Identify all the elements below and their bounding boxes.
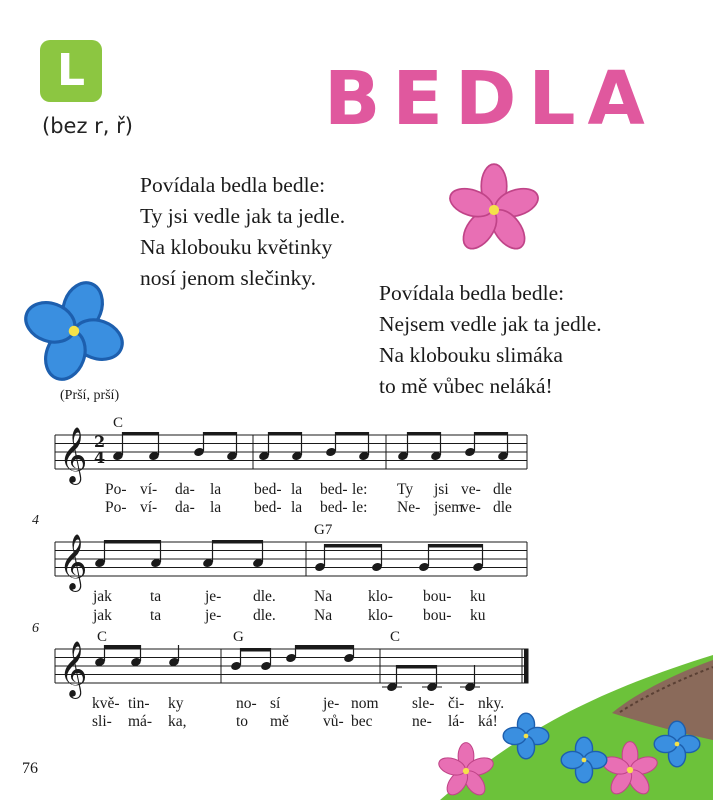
beam [269, 432, 302, 436]
lyric-syllable: bed- [254, 481, 282, 498]
blue-flower-icon [9, 266, 138, 395]
chord-symbol: G [233, 629, 244, 645]
lyric-syllable: la [210, 481, 222, 498]
verse-line: nosí jenom slečinky. [140, 266, 316, 290]
chord-symbol: C [113, 415, 124, 431]
lyric-syllable: no- [236, 695, 257, 712]
lyric-syllable: le: [352, 499, 368, 516]
lyric-syllable: ká! [478, 713, 498, 730]
beam [105, 645, 141, 649]
lyric-syllable: klo- [368, 588, 393, 605]
lyric-syllable: Na [314, 588, 333, 605]
notation [59, 427, 509, 699]
measure-number: 4 [32, 513, 39, 528]
verse-line: Nejsem vedle jak ta jedle. [379, 312, 602, 336]
lyric-syllable: vů- [323, 713, 344, 730]
lyric-syllable: dle [493, 481, 512, 498]
treble-clef: 𝄞 [59, 534, 88, 590]
lyric-syllable: lá- [448, 713, 465, 730]
lyric-syllable: jsi [434, 481, 449, 498]
lyric-syllable: la [291, 499, 303, 516]
lyric-syllable: bou- [423, 588, 452, 605]
beam [213, 540, 263, 544]
lyric-syllable: jsem [434, 499, 464, 516]
subtitle: (bez r, ř) [42, 114, 133, 138]
chord-symbol: C [97, 629, 108, 645]
time-signature-bottom: 4 [94, 448, 106, 467]
lyrics [92, 481, 512, 730]
lyric-syllable: ka, [168, 713, 187, 730]
time-signature-top: 2 [94, 432, 106, 451]
letter-badge-text: L [56, 45, 86, 96]
final-barline [525, 649, 529, 683]
page-number: 76 [22, 760, 38, 777]
lyric-syllable: ve- [461, 499, 481, 516]
verse-line: to mě vůbec neláká! [379, 374, 553, 398]
lyric-syllable: Po- [105, 481, 127, 498]
beam [429, 544, 483, 548]
lyric-syllable: mě [270, 713, 289, 730]
treble-clef: 𝄞 [59, 641, 88, 697]
treble-clef: 𝄞 [59, 427, 88, 483]
lyric-syllable: dle. [253, 588, 276, 605]
lyric-syllable: dle [493, 499, 512, 516]
song-title: BEDLA [324, 56, 657, 142]
lyric-syllable: ve- [461, 481, 481, 498]
lyric-syllable: Ty [397, 481, 414, 498]
lyric-syllable: da- [175, 481, 195, 498]
lyric-syllable: sli- [92, 713, 112, 730]
verse-line: Povídala bedla bedle: [379, 281, 565, 305]
verse-line: Povídala bedla bedle: [140, 173, 326, 197]
lyric-syllable: jak [93, 607, 112, 624]
verse-line: Na klobouku květinky [140, 235, 333, 259]
beam [105, 540, 161, 544]
lyric-syllable: Na [314, 607, 333, 624]
lyric-syllable: Ne- [397, 499, 421, 516]
lyric-syllable: bed- [320, 499, 348, 516]
chord-symbol: G7 [314, 522, 333, 538]
lyric-syllable: ku [470, 588, 486, 605]
lyric-syllable: ví- [140, 499, 158, 516]
beam [325, 544, 382, 548]
verse-line: Na klobouku slimáka [379, 343, 563, 367]
lyric-syllable: je- [323, 695, 340, 712]
lyric-syllable: bed- [254, 499, 282, 516]
lyric-syllable: má- [128, 713, 153, 730]
lyric-syllable: ky [168, 695, 184, 712]
beam [336, 432, 369, 436]
beam [408, 432, 441, 436]
lyric-syllable: bed- [320, 481, 348, 498]
lyric-syllable: sle- [412, 695, 435, 712]
lyric-syllable: či- [448, 695, 465, 712]
lyric-syllable: ku [470, 607, 486, 624]
lyric-syllable: jak [93, 588, 112, 605]
beam [123, 432, 159, 436]
beam [397, 665, 437, 669]
chord-symbol: C [390, 629, 401, 645]
verse-line: Ty jsi vedle jak ta jedle. [140, 204, 346, 228]
song-reference: (Prší, prší) [60, 388, 120, 403]
lyric-syllable: ta [150, 588, 162, 605]
lyric-syllable: Po- [105, 499, 127, 516]
lyric-syllable: ta [150, 607, 162, 624]
lyric-syllable: je- [205, 607, 222, 624]
lyric-syllable: la [291, 481, 303, 498]
lyric-syllable: klo- [368, 607, 393, 624]
lyric-syllable: kvě- [92, 695, 120, 712]
lyric-syllable: sí [270, 695, 281, 712]
lyric-syllable: dle. [253, 607, 276, 624]
lyric-syllable: nom [351, 695, 379, 712]
lyric-syllable: to [236, 713, 249, 730]
lyric-syllable: la [210, 499, 222, 516]
lyric-syllable: bou- [423, 607, 452, 624]
beam [241, 648, 271, 652]
beam [475, 432, 508, 436]
measure-number: 6 [32, 621, 39, 636]
lyric-syllable: nky. [478, 695, 505, 712]
lyric-syllable: le: [352, 481, 368, 498]
beam [296, 645, 354, 649]
lyric-syllable: ne- [412, 713, 432, 730]
lyric-syllable: da- [175, 499, 195, 516]
lyric-syllable: tin- [128, 695, 150, 712]
lyric-syllable: bec [351, 713, 373, 730]
lyric-syllable: ví- [140, 481, 158, 498]
beam [204, 432, 237, 436]
lyric-syllable: je- [205, 588, 222, 605]
pink-flower-icon [446, 164, 541, 255]
